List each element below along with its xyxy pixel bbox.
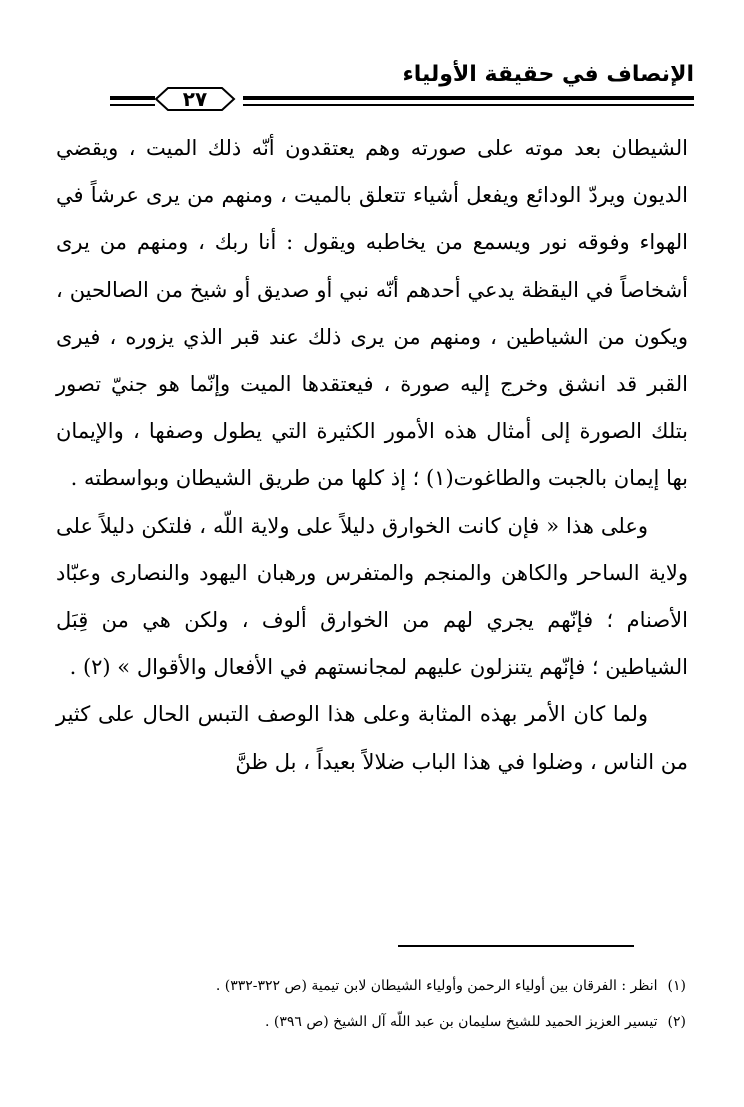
paragraph: ولما كان الأمر بهذه المثابة وعلى هذا الوصف التبس الحال على كثير من الناس ، وضلوا في هذا الباب ضلالاً بعيداً ، بل ظنَّ: [56, 702, 688, 774]
header-rule-left-thick: [110, 96, 155, 100]
header-rule-left-thin: [110, 104, 155, 106]
footnote-text: انظر : الفرقان بين أولياء الرحمن وأولياء الشيطان لابن تيمية (ص ٣٢٢-٣٣٢) .: [215, 978, 658, 994]
footnote-item: [160, 968, 686, 1004]
paragraph: وعلى هذا « فإن كانت الخوارق دليلاً على ولاية اللّه ، فلتكن دليلاً على ولاية الساحر والكاهن والمنجم والمتفرس ورهبان اليهود والنصارى وعبّاد الأصنام ؛ فإنّهم يجري لهم من الخوارق ألوف ، ولكن هي من قِبَل الشياطين ؛ فإنّهم يتنزلون عليهم لمجانستهم في الأفعال والأقوال » (٢) .: [56, 513, 688, 680]
footnotes: [160, 968, 686, 1040]
footnote-divider: [398, 945, 634, 947]
header-rule-thin: [243, 104, 694, 106]
main-text: [56, 125, 688, 786]
footnote-number: (١): [667, 978, 686, 994]
running-header-title: الإنصاف في حقيقة الأولياء: [402, 62, 694, 87]
page-number-badge: [150, 84, 240, 114]
footnote-text: تيسير العزيز الحميد للشيخ سليمان بن عبد اللّه آل الشيخ (ص ٣٩٦) .: [264, 1014, 658, 1030]
header-rule-thick: [243, 96, 694, 100]
page-number: ٢٧: [182, 87, 208, 111]
footnote-number: (٢): [667, 1014, 686, 1030]
paragraph: الشيطان بعد موته على صورته وهم يعتقدون أنّه ذلك الميت ، ويقضي الديون ويردّ الودائع ويفعل أشياء تتعلق بالميت ، ومنهم من يرى عرشاً في الهواء وفوقه نور ويسمع من يخاطبه ويقول : أنا ربك ، ومنهم من يرى أشخاصاً في اليقظة يدعي أحدهم أنّه نبي أو صديق أو شيخ من الصالحين ، ويكون من الشياطين ، ومنهم من يرى ذلك عند قبر الذي يزوره ، فيرى القبر قد انشق وخرج إليه صورة ، فيعتقدها الميت وإنّما هو جنيّ تصور بتلك الصورة إلى أمثال هذه الأمور الكثيرة التي يطول وصفها ، والإيمان بها إيمان بالجبت والطاغوت(١) ؛ إذ كلها من طريق الشيطان وبواسطته .: [56, 136, 688, 491]
footnote-item: [160, 1004, 686, 1040]
